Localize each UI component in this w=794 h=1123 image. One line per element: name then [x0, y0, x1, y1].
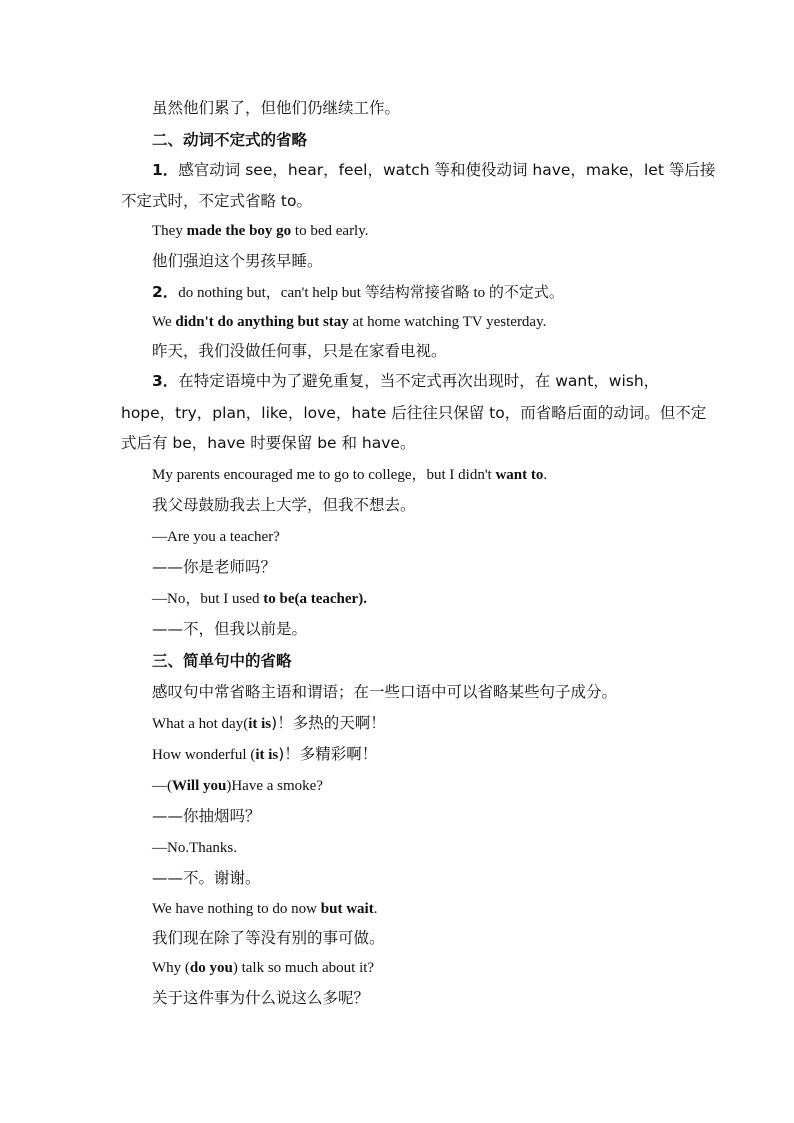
example-sentence	[152, 744, 377, 765]
example-emphasis: it is	[248, 716, 272, 732]
rule-number: 1．	[152, 161, 179, 179]
section-heading: 三、简单句中的省略	[152, 652, 292, 670]
dialogue-translation: ——你抽烟吗？	[152, 807, 261, 825]
rule-paragraph	[152, 160, 715, 180]
example-text: —No，but I used	[152, 591, 264, 607]
example-sentence	[152, 221, 369, 241]
rule-paragraph	[152, 371, 659, 391]
example-sentence	[152, 465, 547, 485]
dialogue-translation: ——你是老师吗？	[152, 558, 277, 576]
dialogue-translation: ——不，但我以前是。	[152, 620, 308, 638]
example-text: .	[373, 901, 378, 917]
example-text: —(	[152, 778, 172, 794]
example-sentence	[152, 899, 377, 919]
example-text: )Have a smoke?	[226, 778, 323, 794]
text-line: hope，try，plan，like，love，hate 后往往只保留 to，而省略后面的动词。但不定	[121, 404, 707, 422]
translation-line: 我们现在除了等没有别的事可做。	[152, 929, 385, 947]
rule-number: 3．	[152, 372, 179, 390]
translation-line: 我父母鼓励我去上大学，但我不想去。	[152, 496, 416, 514]
example-emphasis: to be(a teacher).	[263, 591, 367, 607]
translation-line: 昨天，我们没做任何事，只是在家看电视。	[152, 342, 447, 360]
example-translation: )！多精彩啊！	[278, 745, 378, 763]
example-emphasis: Will you	[172, 778, 227, 794]
dialogue-line	[152, 776, 323, 796]
example-text: .	[543, 467, 548, 483]
dialogue-line: —No.Thanks.	[152, 840, 237, 856]
rule-number: 2．	[152, 283, 179, 301]
example-text: ) talk so much about it?	[232, 960, 375, 976]
translation-line: 关于这件事为什么说这么多呢？	[152, 989, 370, 1007]
example-emphasis: made the boy go	[186, 223, 292, 239]
example-sentence	[152, 958, 374, 978]
example-text: We	[152, 314, 176, 330]
dialogue-line: —Are you a teacher?	[152, 529, 280, 545]
example-emphasis: do you	[189, 960, 233, 976]
example-text: We have nothing to do now	[152, 901, 321, 917]
example-text: My parents encouraged me to go to college，but I didn't	[152, 467, 496, 483]
text-line: 感叹句中常省略主语和谓语；在一些口语中可以省略某些句子成分。	[152, 683, 618, 701]
rule-text: 感官动词 see，hear，feel，watch 等和使役动词 have，make，let 等后接	[178, 161, 716, 179]
example-text: How wonderful (	[152, 747, 256, 763]
example-emphasis: but wait	[320, 901, 374, 917]
example-sentence	[152, 713, 386, 734]
example-sentence	[152, 312, 546, 332]
text-line: 式后有 be，have 时要保留 be 和 have。	[121, 434, 416, 452]
example-text: to bed early.	[291, 223, 369, 239]
example-emphasis: want to	[495, 467, 544, 483]
example-emphasis: it is	[255, 747, 279, 763]
example-text: What a hot day(	[152, 716, 249, 732]
translation-line: 他们强迫这个男孩早睡。	[152, 252, 323, 270]
example-text: at home watching TV yesterday.	[348, 314, 547, 330]
dialogue-line	[152, 589, 367, 609]
text-line: 不定式时，不定式省略 to。	[121, 192, 312, 210]
section-heading: 二、动词不定式的省略	[152, 131, 308, 149]
rule-paragraph	[152, 282, 564, 303]
example-text: Why (	[152, 960, 190, 976]
example-translation: )！多热的天啊！	[271, 714, 386, 732]
rule-text: 在特定语境中为了避免重复，当不定式再次出现时，在 want，wish，	[178, 372, 660, 390]
rule-text: do nothing but，can't help but 等结构常接省略 to 的不定式。	[178, 285, 564, 301]
example-emphasis: didn't do anything but stay	[175, 314, 349, 330]
text-line: 虽然他们累了，但他们仍继续工作。	[152, 99, 401, 117]
example-text: They	[152, 223, 187, 239]
dialogue-translation: ——不。谢谢。	[152, 869, 261, 887]
